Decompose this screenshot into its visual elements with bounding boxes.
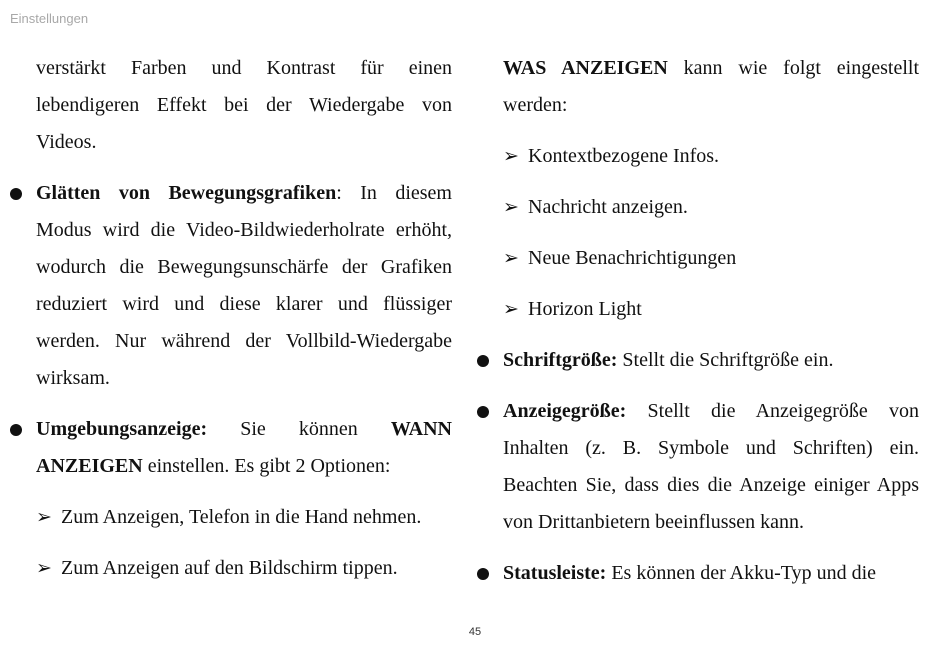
ambient-display-item: [36, 411, 452, 485]
option-label: Zum Anzeigen, Telefon in die Hand nehmen.: [61, 506, 422, 528]
ambient-option-1: [36, 499, 452, 536]
font-size-item: [503, 342, 919, 379]
page-number: 45: [468, 626, 482, 638]
arrow-bullet-icon: ➢: [503, 146, 519, 167]
arrow-bullet-icon: ➢: [36, 507, 52, 528]
arrow-bullet-icon: ➢: [503, 197, 519, 218]
motion-smoothing-item: [36, 175, 452, 397]
display-size-term: Anzeigegröße:: [503, 400, 627, 422]
bullet-dot-icon: [477, 355, 489, 367]
ambient-display-text-2: einstellen. Es gibt 2 Optionen:: [142, 455, 391, 477]
ambient-display-term: Umgebungsanzeige:: [36, 418, 208, 440]
option-label: Neue Benachrichtigungen: [528, 247, 737, 269]
arrow-bullet-icon: ➢: [503, 248, 519, 269]
what-option-4: [503, 291, 919, 328]
ambient-option-2: [36, 550, 452, 587]
what-display-paragraph: [503, 50, 919, 124]
option-label: Nachricht anzeigen.: [528, 196, 688, 218]
option-label: Horizon Light: [528, 298, 642, 320]
bullet-dot-icon: [477, 406, 489, 418]
motion-smoothing-term: Glätten von Bewegungsgrafiken: [36, 182, 337, 204]
status-bar-item: [503, 555, 919, 592]
status-bar-text: Es können der Akku-Typ und die: [606, 562, 876, 584]
what-display-term: WAS ANZEIGEN: [503, 57, 668, 79]
what-option-2: [503, 189, 919, 226]
status-bar-term: Statusleiste:: [503, 562, 607, 584]
ambient-display-text: Sie können: [207, 418, 391, 440]
what-option-3: [503, 240, 919, 277]
what-option-1: [503, 138, 919, 175]
when-display-term: WANN ANZEIGEN: [36, 418, 452, 477]
bullet-dot-icon: [10, 424, 22, 436]
bullet-dot-icon: [477, 568, 489, 580]
option-label: Kontextbezogene Infos.: [528, 145, 720, 167]
font-size-text: Stellt die Schriftgröße ein.: [617, 349, 834, 371]
intro-paragraph: verstärkt Farben und Kontrast für einen lebendigeren Effekt bei der Wiedergabe von Videos.: [36, 57, 452, 153]
motion-smoothing-text: : In diesem Modus wird die Video-Bildwiederholrate erhöht, wodurch die Bewegungsunschärfe der Grafiken reduziert wird und diese klarer und flüssiger werden. Nur während der Vollbild-Wiedergabe wirksam.: [36, 182, 452, 389]
page-header: Einstellungen: [10, 11, 89, 26]
arrow-bullet-icon: ➢: [36, 558, 52, 579]
right-column: [503, 50, 919, 592]
bullet-dot-icon: [10, 188, 22, 200]
display-size-text: Stellt die Anzeigegröße von Inhalten (z. B. Symbole und Schriften) ein. Beachten Sie, dass dies die Anzeige einiger Apps von Drittanbietern beeinflussen kann.: [503, 400, 919, 533]
what-display-text: kann wie folgt eingestellt werden:: [503, 57, 919, 116]
option-label: Zum Anzeigen auf den Bildschirm tippen.: [61, 557, 398, 579]
arrow-bullet-icon: ➢: [503, 299, 519, 320]
font-size-term: Schriftgröße:: [503, 349, 618, 371]
left-column: [36, 50, 452, 587]
display-size-item: [503, 393, 919, 541]
